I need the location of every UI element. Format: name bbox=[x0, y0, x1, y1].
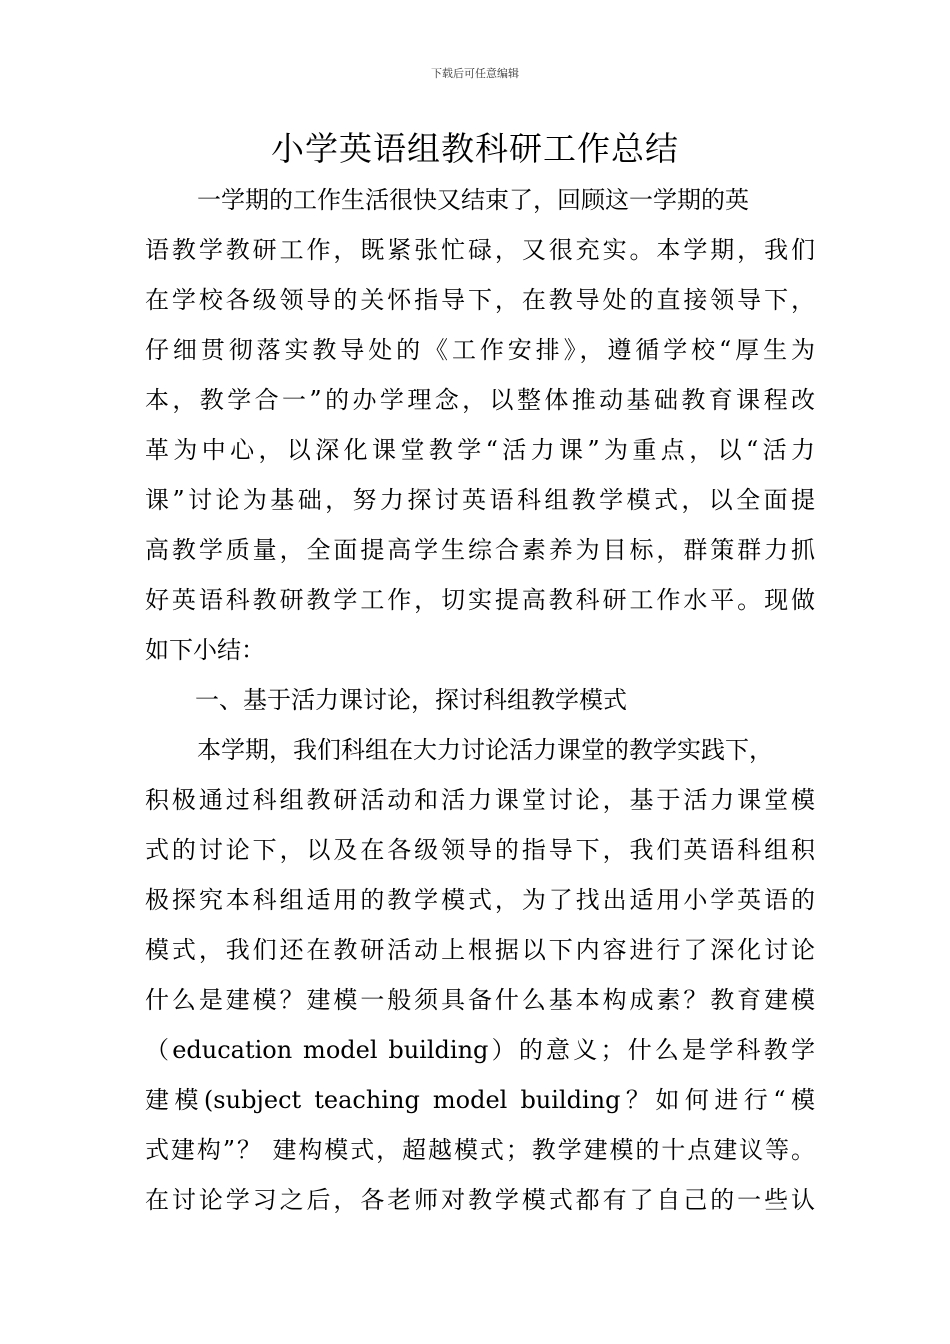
paragraph-line: 式建构”？ 建构模式，超越模式；教学建模的十点建议等。 bbox=[145, 1136, 815, 1164]
section-heading: 一、基于活力课讨论，探讨科组教学模式 bbox=[195, 686, 627, 714]
paragraph-line: 高教学质量，全面提高学生综合素养为目标，群策群力抓 bbox=[145, 536, 815, 564]
paragraph-line: 在讨论学习之后，各老师对教学模式都有了自己的一些认 bbox=[145, 1186, 815, 1214]
paragraph-line: 如下小结： bbox=[145, 636, 265, 664]
paragraph-line: 极探究本科组适用的教学模式，为了找出适用小学英语的 bbox=[145, 886, 815, 914]
paragraph-line: 语教学教研工作，既紧张忙碌，又很充实。本学期，我们 bbox=[145, 236, 815, 264]
paragraph-line: 仔细贯彻落实教导处的《工作安排》，遵循学校“厚生为 bbox=[145, 336, 815, 364]
paragraph-line: 课”讨论为基础，努力探讨英语科组教学模式，以全面提 bbox=[145, 486, 815, 514]
paragraph-line: 什么是建模？建模一般须具备什么基本构成素？教育建模 bbox=[145, 986, 815, 1014]
paragraph-line: 在学校各级领导的关怀指导下，在教导处的直接领导下， bbox=[145, 286, 815, 314]
document-title: 小学英语组教科研工作总结 bbox=[271, 129, 679, 168]
paragraph-line: 模式，我们还在教研活动上根据以下内容进行了深化讨论 bbox=[145, 936, 815, 964]
header-note: 下载后可任意编辑 bbox=[431, 67, 519, 80]
paragraph-line: 一学期的工作生活很快又结束了，回顾这一学期的英 bbox=[197, 186, 749, 214]
paragraph-line: 积极通过科组教研活动和活力课堂讨论，基于活力课堂模 bbox=[145, 786, 815, 814]
paragraph-line: 好英语科教研教学工作，切实提高教科研工作水平。现做 bbox=[145, 586, 815, 614]
paragraph-line: 建模(subject teaching model building？如何进行“模 bbox=[145, 1086, 815, 1114]
paragraph-line: 本，教学合一”的办学理念，以整体推动基础教育课程改 bbox=[145, 386, 815, 414]
paragraph-line: 革为中心，以深化课堂教学“活力课”为重点，以“活力 bbox=[145, 436, 815, 464]
paragraph-line: 式的讨论下，以及在各级领导的指导下，我们英语科组积 bbox=[145, 836, 815, 864]
paragraph-line: 本学期，我们科组在大力讨论活力课堂的教学实践下， bbox=[197, 736, 773, 764]
document-body bbox=[145, 175, 815, 1225]
paragraph-line: （education model building）的意义；什么是学科教学 bbox=[145, 1036, 815, 1064]
